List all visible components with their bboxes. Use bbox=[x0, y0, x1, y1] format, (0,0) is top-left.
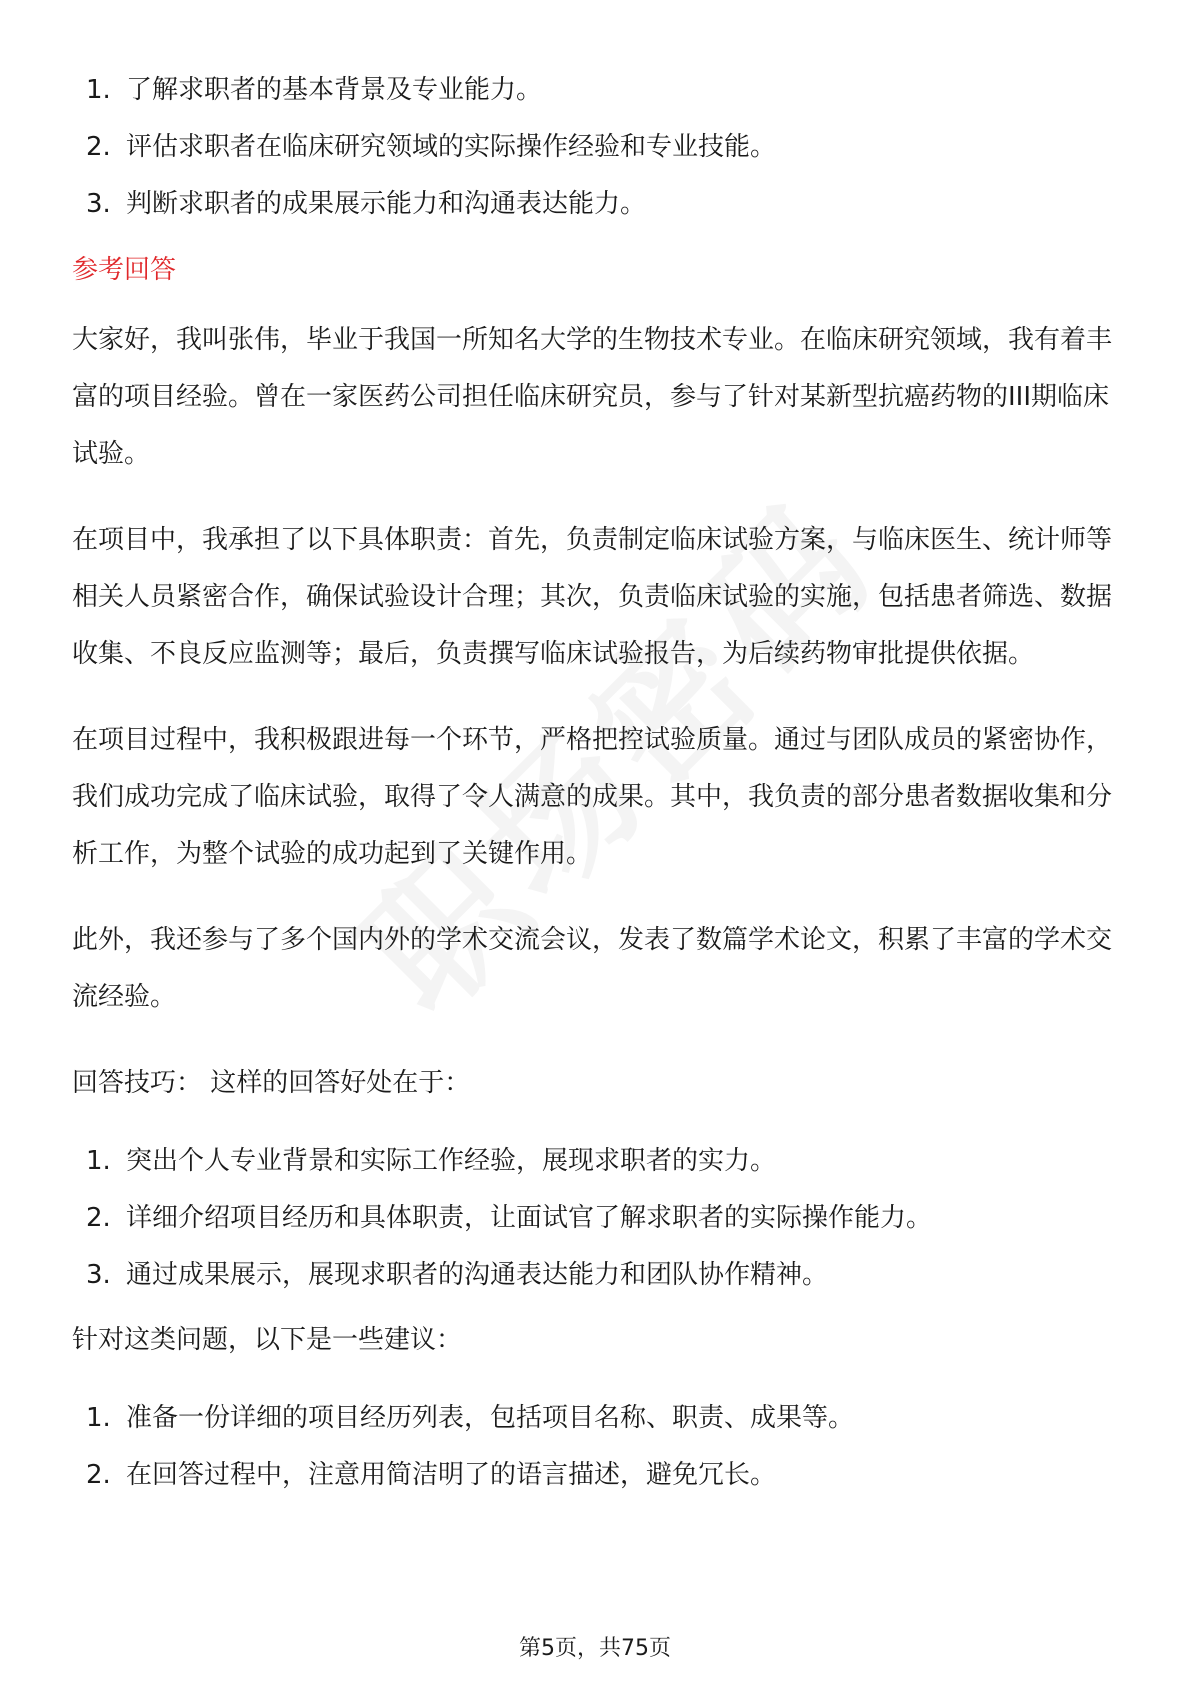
list-number: 2. bbox=[86, 132, 111, 162]
tips-intro: 回答技巧： 这样的回答好处在于： bbox=[72, 1068, 471, 1098]
list-number: 2. bbox=[86, 1203, 111, 1233]
list-number: 3. bbox=[86, 1260, 111, 1290]
list-item bbox=[72, 1455, 1120, 1495]
answer-paragraph: 在项目中，我承担了以下具体职责：首先，负责制定临床试验方案，与临床医生、统计师等相关人员紧密合作，确保试验设计合理；其次，负责临床试验的实施，包括患者筛选、数据收集、不良反应监测等；最后，负责撰写临床试验报告，为后续药物审批提供依据。 bbox=[72, 525, 1113, 669]
tips-list bbox=[72, 1141, 1120, 1295]
list-number: 2. bbox=[86, 1460, 111, 1490]
objectives-list bbox=[72, 70, 1120, 224]
advice-intro: 针对这类问题，以下是一些建议： bbox=[72, 1325, 463, 1355]
list-item-text: 在回答过程中，注意用简洁明了的语言描述，避免冗长。 bbox=[126, 1460, 777, 1490]
section-heading: 参考回答 bbox=[72, 255, 177, 285]
list-item bbox=[72, 184, 1120, 224]
list-number: 3. bbox=[86, 189, 111, 219]
document-body bbox=[72, 70, 1120, 1512]
answer-paragraph: 大家好，我叫张伟，毕业于我国一所知名大学的生物技术专业。在临床研究领域，我有着丰富的项目经验。曾在一家医药公司担任临床研究员，参与了针对某新型抗癌药物的III期临床试验。 bbox=[72, 325, 1113, 469]
list-item bbox=[72, 1198, 1120, 1238]
list-item bbox=[72, 1255, 1120, 1295]
list-item-text: 准备一份详细的项目经历列表，包括项目名称、职责、成果等。 bbox=[126, 1403, 855, 1433]
advice-list bbox=[72, 1398, 1120, 1495]
answer-paragraph: 此外，我还参与了多个国内外的学术交流会议，发表了数篇学术论文，积累了丰富的学术交流经验。 bbox=[72, 925, 1113, 1012]
list-item bbox=[72, 70, 1120, 110]
list-item bbox=[72, 1398, 1120, 1438]
list-item-text: 通过成果展示，展现求职者的沟通表达能力和团队协作精神。 bbox=[126, 1260, 829, 1290]
list-number: 1. bbox=[86, 1403, 111, 1433]
list-item-text: 评估求职者在临床研究领域的实际操作经验和专业技能。 bbox=[126, 132, 777, 162]
list-number: 1. bbox=[86, 1146, 111, 1176]
list-item-text: 详细介绍项目经历和具体职责，让面试官了解求职者的实际操作能力。 bbox=[126, 1203, 933, 1233]
list-item bbox=[72, 127, 1120, 167]
list-item-text: 判断求职者的成果展示能力和沟通表达能力。 bbox=[126, 189, 647, 219]
list-item-text: 突出个人专业背景和实际工作经验，展现求职者的实力。 bbox=[126, 1146, 777, 1176]
page-footer: 第5页，共75页 bbox=[519, 1636, 671, 1661]
answer-paragraph: 在项目过程中，我积极跟进每一个环节，严格把控试验质量。通过与团队成员的紧密协作，我们成功完成了临床试验，取得了令人满意的成果。其中，我负责的部分患者数据收集和分析工作，为整个试验的成功起到了关键作用。 bbox=[72, 725, 1113, 869]
list-item-text: 了解求职者的基本背景及专业能力。 bbox=[126, 75, 543, 105]
list-item bbox=[72, 1141, 1120, 1181]
list-number: 1. bbox=[86, 75, 111, 105]
